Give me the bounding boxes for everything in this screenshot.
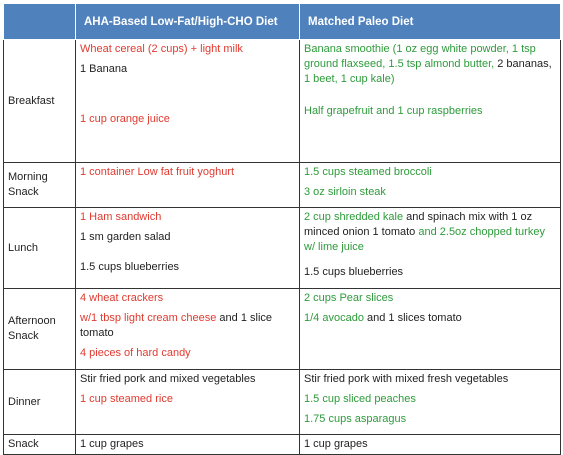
table-row-dinner [4, 370, 561, 435]
paleo-snack-cell [300, 435, 561, 455]
aha-snack-item-1: 1 cup grapes [80, 438, 144, 450]
aha-afternoon-snack-cell [76, 289, 300, 370]
paleo-morning-snack-item-2: 3 oz sirloin steak [304, 186, 386, 198]
paleo-dinner-item-2: 1.5 cup sliced peaches [304, 393, 416, 405]
header-aha-diet: AHA-Based Low-Fat/High-CHO Diet [76, 4, 300, 40]
paleo-dinner-item-3: 1.75 cups asparagus [304, 413, 407, 425]
aha-afternoon-snack-text-b: w/1 tbsp light cream cheese [80, 312, 217, 324]
paleo-lunch-text-c: and 2.5oz chopped turkey w/ lime juice [304, 226, 545, 253]
aha-lunch-item-1: 1 Ham sandwich [80, 211, 162, 223]
paleo-dinner-cell [300, 370, 561, 435]
paleo-lunch-cell [300, 208, 561, 289]
paleo-breakfast-text-c: 1 beet, 1 cup kale) [304, 73, 395, 85]
paleo-snack-item-1: 1 cup grapes [304, 438, 368, 450]
paleo-morning-snack-cell [300, 163, 561, 208]
paleo-afternoon-snack-item-1: 2 cups Pear slices [304, 292, 394, 304]
paleo-morning-snack-item-1: 1.5 cups steamed broccoli [304, 166, 432, 178]
meal-label-afternoon-snack: Afternoon Snack [4, 289, 76, 370]
paleo-afternoon-snack-cell [300, 289, 561, 370]
table-row-breakfast [4, 40, 561, 163]
header-meal-column [4, 4, 76, 40]
aha-lunch-item-2: 1 sm garden salad [80, 231, 171, 243]
aha-lunch-cell [76, 208, 300, 289]
header-paleo-diet: Matched Paleo Diet [300, 4, 561, 40]
meal-label-breakfast: Breakfast [4, 40, 76, 163]
aha-breakfast-item-1: Wheat cereal (2 cups) + light milk [80, 43, 243, 55]
table-row-afternoon-snack [4, 289, 561, 370]
paleo-afternoon-snack-text-b: 1/4 avocado [304, 312, 364, 324]
meal-label-lunch: Lunch [4, 208, 76, 289]
aha-breakfast-item-3: 1 cup orange juice [80, 113, 170, 125]
table-row-snack [4, 435, 561, 455]
meal-label-snack: Snack [4, 435, 76, 455]
header-row [4, 4, 561, 40]
aha-snack-cell [76, 435, 300, 455]
paleo-lunch-text-a: 2 cup shredded kale [304, 211, 404, 223]
aha-dinner-cell [76, 370, 300, 435]
paleo-afternoon-snack-text-c: and 1 slices tomato [363, 312, 462, 324]
paleo-breakfast-cell [300, 40, 561, 163]
aha-breakfast-item-2: 1 Banana [80, 63, 128, 75]
aha-morning-snack-cell [76, 163, 300, 208]
aha-dinner-item-1: Stir fried pork and mixed vegetables [80, 373, 256, 385]
aha-lunch-item-3: 1.5 cups blueberries [80, 261, 180, 273]
paleo-lunch-text-b: and spinach mix with 1 oz minced onion 1 tomato [304, 211, 533, 238]
paleo-breakfast-item-d: Half grapefruit and 1 cup raspberries [304, 105, 483, 117]
paleo-breakfast-text-a: Banana smoothie (1 oz egg white powder, 1 tsp ground flaxseed, 1.5 tsp almond butter, [304, 43, 536, 70]
aha-breakfast-cell [76, 40, 300, 163]
meal-label-dinner: Dinner [4, 370, 76, 435]
aha-dinner-item-2: 1 cup steamed rice [80, 393, 173, 405]
diet-comparison-table [3, 3, 561, 455]
aha-afternoon-snack-text-c: and 1 slice tomato [80, 312, 273, 339]
aha-afternoon-snack-item-1: 4 wheat crackers [80, 292, 164, 304]
paleo-dinner-item-1: Stir fried pork with mixed fresh vegetables [304, 373, 509, 385]
meal-label-morning-snack: Morning Snack [4, 163, 76, 208]
table-row-lunch [4, 208, 561, 289]
aha-morning-snack-item-1: 1 container Low fat fruit yoghurt [80, 166, 235, 178]
aha-afternoon-snack-item-4: 4 pieces of hard candy [80, 347, 191, 359]
paleo-breakfast-text-b: 2 bananas, [497, 58, 552, 70]
table-row-morning-snack [4, 163, 561, 208]
paleo-lunch-item-d: 1.5 cups blueberries [304, 266, 404, 278]
